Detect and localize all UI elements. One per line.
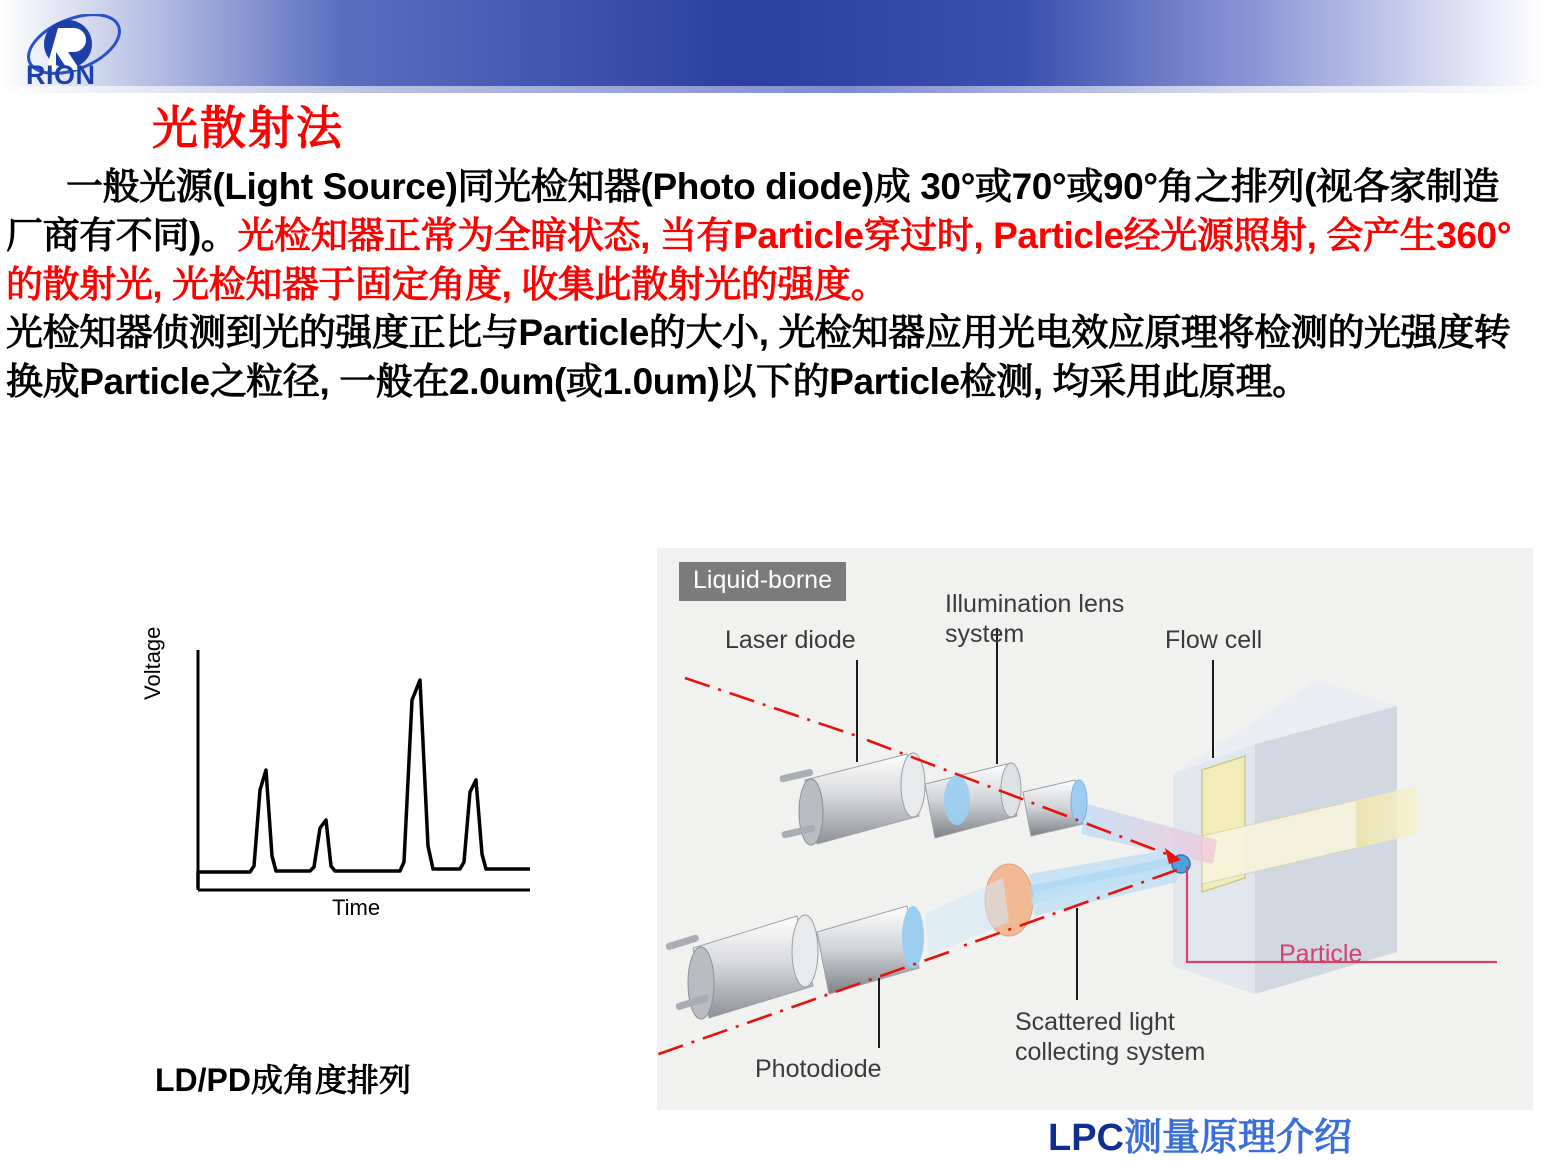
footer-mark: LPC <box>1048 1117 1124 1159</box>
chart-y-axis-label: Voltage <box>140 626 165 700</box>
label-photodiode: Photodiode <box>755 1055 882 1083</box>
chart-x-axis-label: Time <box>332 895 381 920</box>
footer-sub: 测量原理介绍 <box>1124 1117 1353 1159</box>
voltage-time-chart <box>140 626 550 940</box>
label-illumination-lens <box>945 590 1124 649</box>
label-scattered-light <box>1015 1008 1205 1067</box>
header-gradient-bar <box>0 0 1542 86</box>
label-scattered-light-line1: Scattered light <box>1015 1008 1175 1036</box>
paragraph-1-red: 光检知器正常为全暗状态, 当有Particle穿过时, Particle经光源照射, 会产生360°的散射光, 光检知器于固定角度, 收集此散射光的强度。 <box>6 214 1512 305</box>
rion-logo-text: RION <box>26 60 96 90</box>
label-illumination-lens-line1: Illumination lens <box>945 590 1125 618</box>
liquid-borne-badge: Liquid-borne <box>679 562 846 601</box>
label-scattered-light-line2: collecting system <box>1015 1037 1206 1066</box>
page-title: 光散射法 <box>152 102 344 154</box>
paragraph-1 <box>6 163 1526 309</box>
liquid-borne-diagram <box>657 548 1533 1110</box>
label-particle: Particle <box>1279 940 1363 968</box>
body-text-block <box>6 163 1526 407</box>
footer-text <box>1048 1106 1352 1161</box>
paragraph-2: 光检知器侦测到光的强度正比与Particle的大小, 光检知器应用光电效应原理将检测的光强度转换成Particle之粒径, 一般在2.0um(或1.0um)以下的Particle检测, 均采用此原理。 <box>6 312 1511 403</box>
chart-caption: LD/PD成角度排列 <box>155 1062 412 1098</box>
label-illumination-lens-line2: system <box>945 619 1025 648</box>
paragraph-1-black: 一般光源(Light Source)同光检知器(Photo diode)成 30°或70°或90°角之排列(视各家制造厂商有不同)。 <box>6 166 1500 256</box>
label-flow-cell: Flow cell <box>1165 626 1263 654</box>
label-laser-diode: Laser diode <box>725 626 856 654</box>
